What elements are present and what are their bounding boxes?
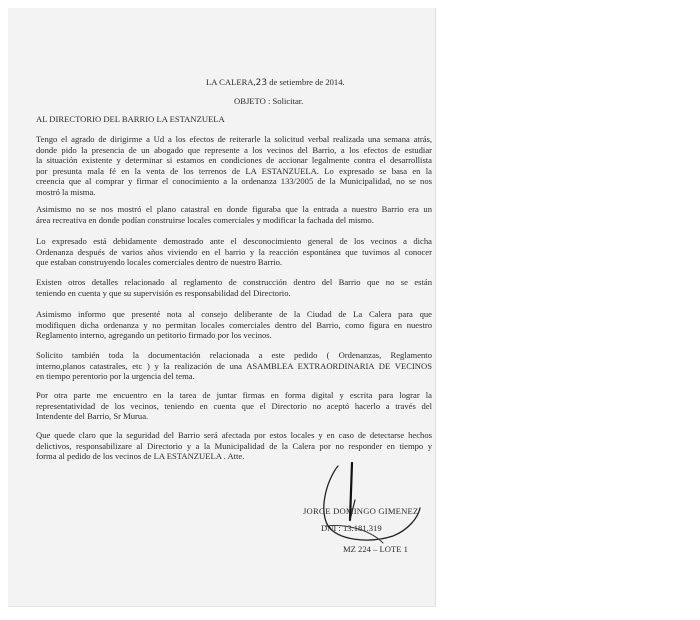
- text-line: la situación existente y determinar si estamos en condiciones de accionar legalmente contra el desarrollista: [36, 155, 432, 166]
- text-line: mostró la misma.: [36, 186, 96, 197]
- text-line: Existen otros detalles relacionado al reglamento de construcción dentro del Barrio que no se están: [36, 277, 432, 287]
- text-line: teniendo en cuenta y que su supervisión es responsabilidad del Directorio.: [36, 287, 291, 298]
- handwritten-day: 23: [255, 78, 268, 88]
- signer-name: JORGE DOMINGO GIMENEZ: [303, 506, 419, 516]
- text-line: Por otra parte me encuentro en la tarea de juntar firmas en forma digital y escrita para lograr la: [36, 390, 432, 400]
- signer-dni: DNI : 13.181.319: [321, 523, 382, 533]
- text-line: Intendente del Barrio, Sr Murua.: [36, 411, 149, 422]
- text-line: interno,planos catastrales, etc ) y la realización de una ASAMBLEA EXTRAORDINARIA DE VECINOS: [36, 360, 432, 371]
- text-line: Solicito también toda la documentación relacionada a este pedido ( Ordenanzas, Reglamento: [36, 350, 432, 360]
- text-line: Lo expresado está debidamente demostrado ante el desconocimiento general de los vecinos a dicha: [36, 236, 432, 246]
- paragraph-7: [36, 390, 432, 422]
- addressee: AL DIRECTORIO DEL BARRIO LA ESTANZUELA: [36, 114, 225, 124]
- text-line: por presunta mala fé en la venta de los terrenos de LA ESTANZUELA. Lo expresado se basa en la: [36, 165, 432, 176]
- text-line: delictivos, responsabilizare al Directorio y a la Municipalidad de la Calera por no responder en tiempo y: [36, 440, 432, 451]
- paragraph-5: [36, 309, 432, 341]
- text-line: área recreativa en donde podían construirse locales comerciales y modificar la fachada del mismo.: [36, 214, 374, 225]
- text-line: modifiquen dicha ordenanza y no permitan locales comerciales dentro del Barrio, como figura en nuestro: [36, 319, 432, 330]
- paragraph-4: [36, 277, 432, 298]
- paragraph-2: [36, 204, 432, 225]
- handwritten-signature: [308, 448, 433, 548]
- text-line: Tengo el agrado de dirigirme a Ud a los efectos de reiterarle la solicitud verbal realizada una semana atrás,: [36, 134, 432, 144]
- text-line: Asimismo no se nos mostró el plano catastral en donde figuraba que la entrada a nuestro Barrio era un: [36, 204, 432, 214]
- signer-lot: MZ 224 – LOTE 1: [343, 544, 408, 554]
- text-line: que estaban construyendo locales comerciales dentro de nuestro Barrio.: [36, 257, 283, 268]
- paragraph-6: [36, 350, 432, 382]
- text-line: creencia que al comprar y firmar el conocimiento a la ordenanza 133/2005 de la Municipalidad, no se nos: [36, 176, 432, 187]
- text-line: Que quede claro que la seguridad del Barrio será afectada por estos locales y en caso de detectarse hechos: [36, 430, 432, 440]
- text-line: en tiempo perentorio por la urgencia del tema.: [36, 371, 195, 382]
- paragraph-1: [36, 134, 432, 198]
- text-line: representatividad de los vecinos, teniendo en cuenta que el Directorio no aceptó hacerlo a través del: [36, 400, 432, 411]
- place-name: LA CALERA,: [206, 77, 256, 87]
- letter-page: [8, 8, 436, 607]
- text-line: forma al pedido de los vecinos de LA ESTANZUELA . Atte.: [36, 451, 245, 462]
- text-line: Reglamento interno, agregando un petitorio firmado por los vecinos.: [36, 330, 272, 341]
- subject-line: OBJETO : Solicitar.: [234, 96, 304, 106]
- text-line: Ordenanza después de varios años viviendo en el barrio y la reacción espontánea que tuvimos al conocer: [36, 246, 432, 257]
- paragraph-3: [36, 236, 432, 268]
- text-line: Asimismo informo que presenté nota al consejo deliberante de la Ciudad de La Calera para que: [36, 309, 432, 319]
- date-text: de setiembre de 2014.: [267, 77, 345, 87]
- text-line: donde pido la presencia de un abogado que represente a los vecinos del Barrio, a los efectos de estudiar: [36, 144, 432, 155]
- date-line: [206, 77, 345, 89]
